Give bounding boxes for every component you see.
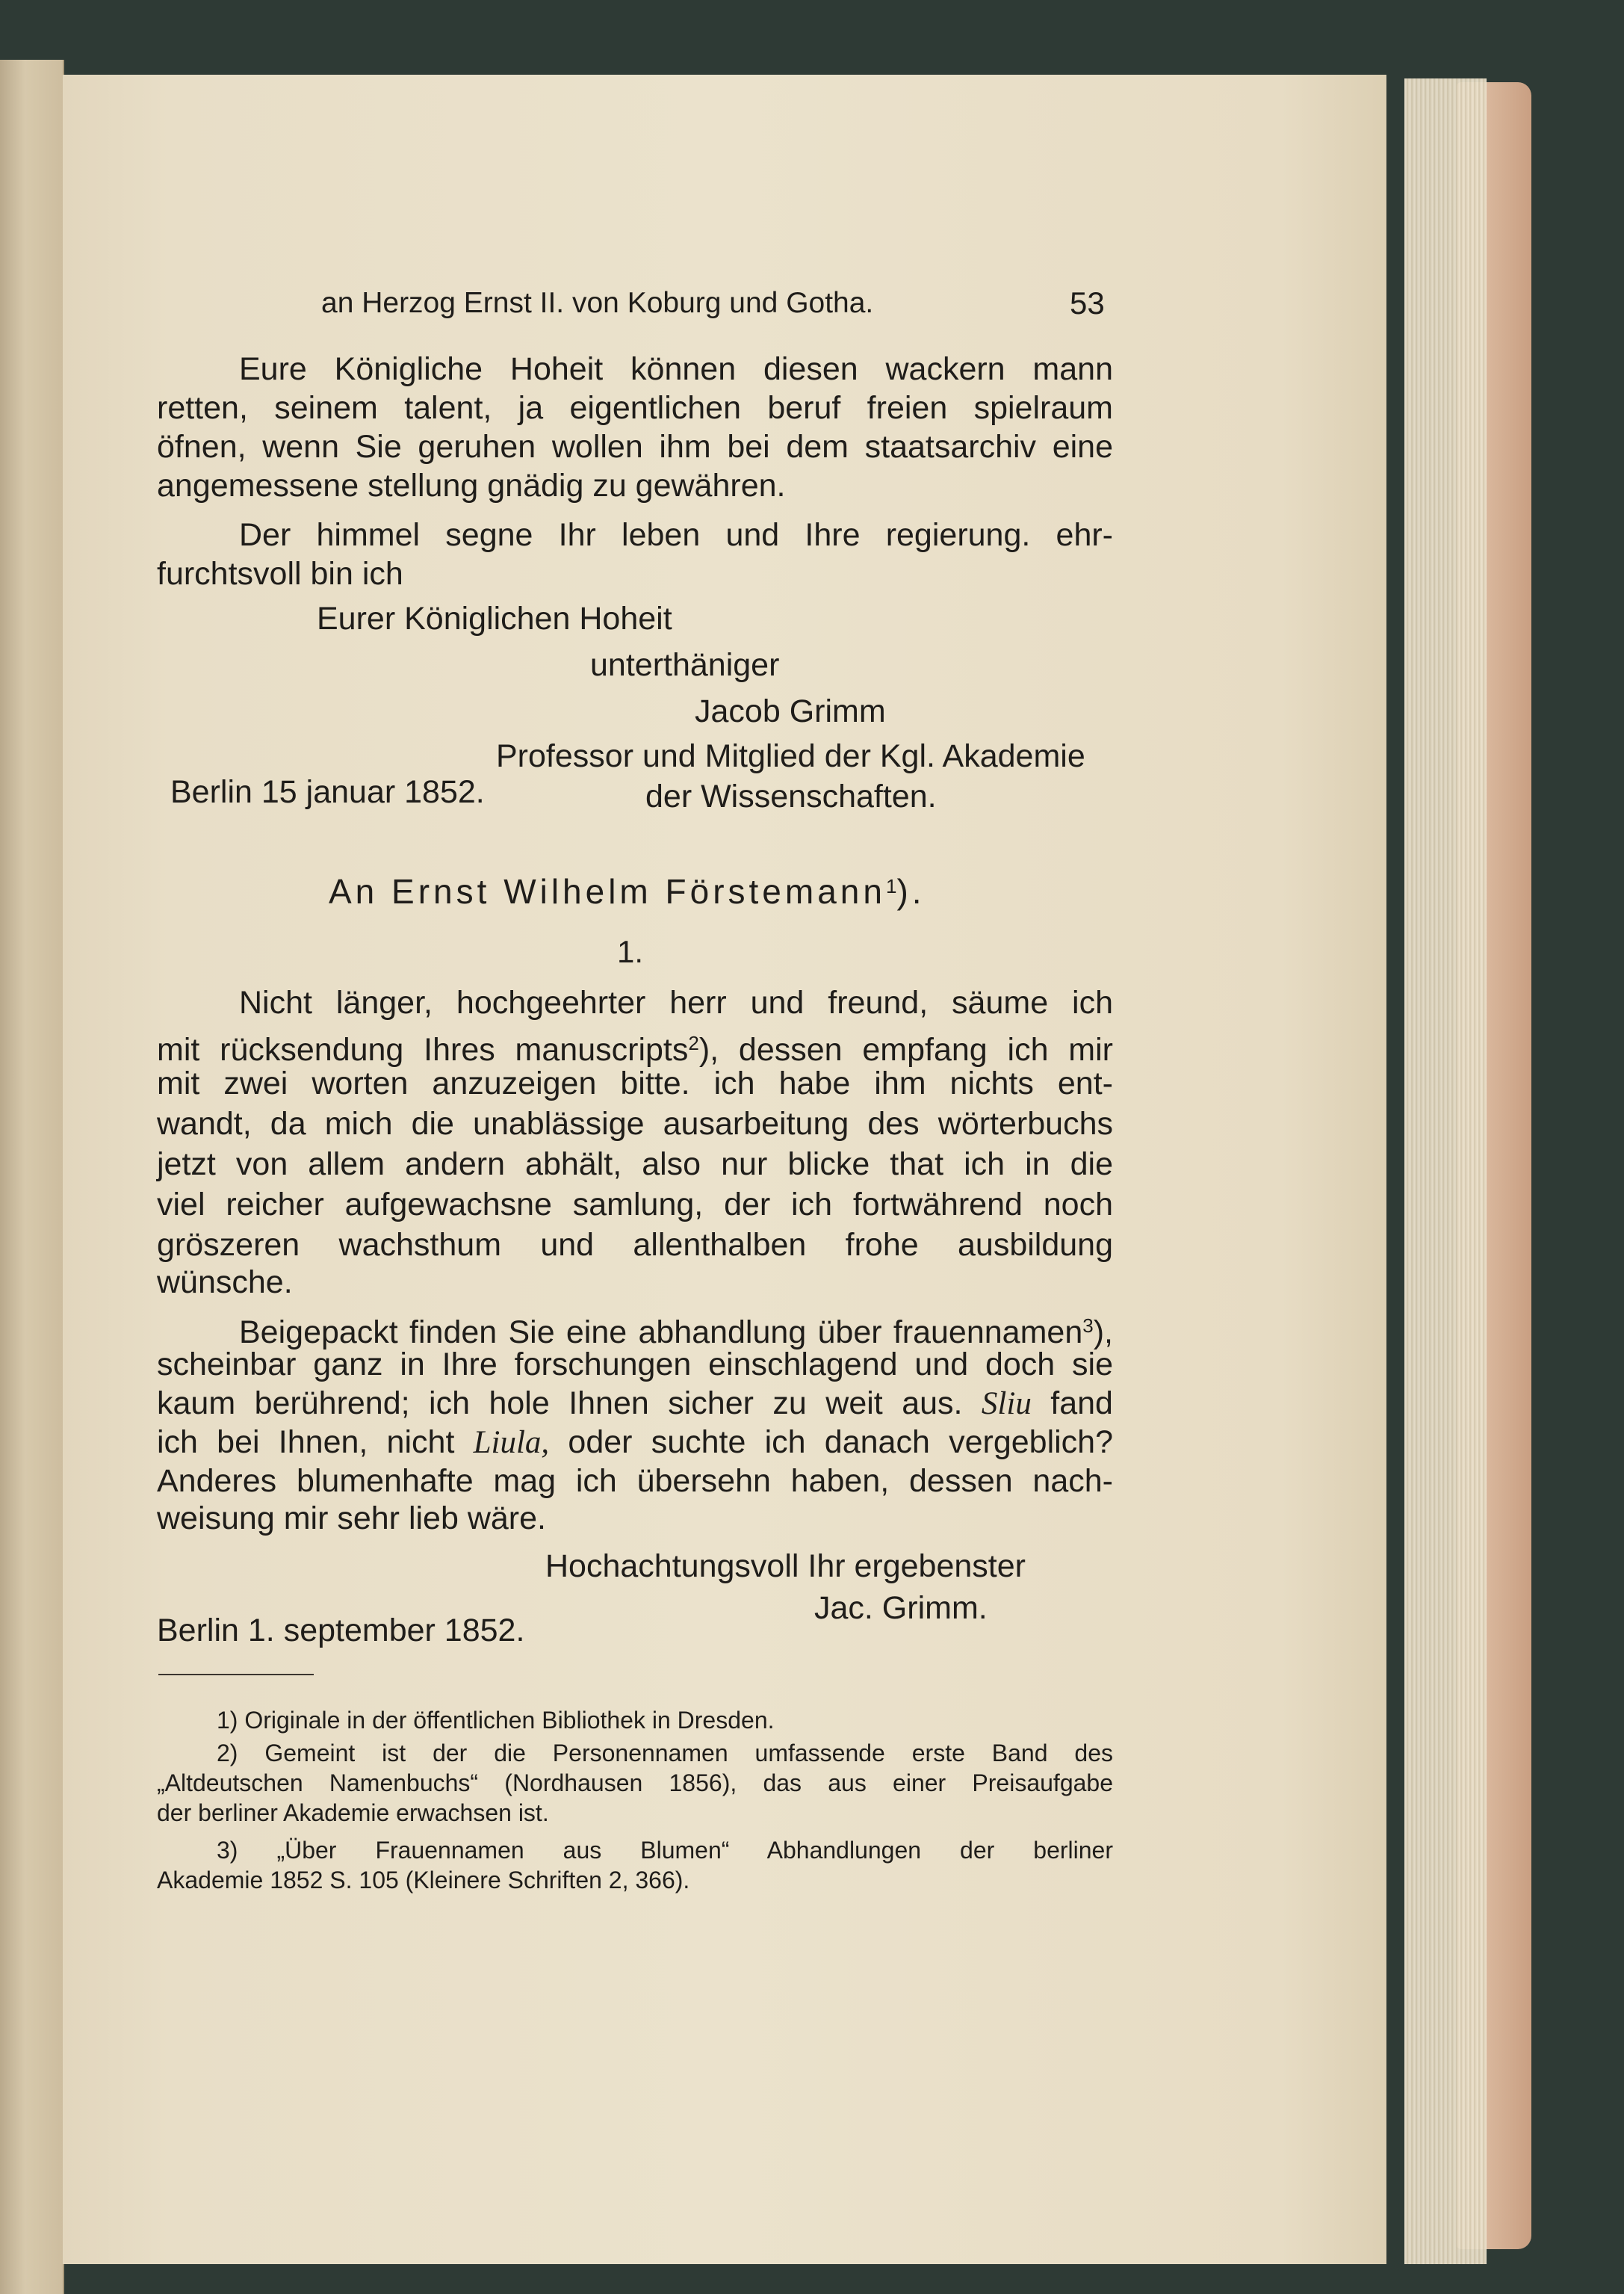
letter1-closing-1: Eurer Königlichen Hoheit [317, 601, 672, 637]
footnote-3-line-1: 3) „Über Frauennamen aus Blumen“ Abhandlungen der berliner [217, 1837, 1113, 1864]
footnote-ref-2: 2 [688, 1032, 699, 1054]
letter2-p2-line-4: ich bei Ihnen, nicht Liula, oder suchte ich danach vergeblich? [157, 1424, 1114, 1460]
section-heading: An Ernst Wilhelm Förstemann$^1$). [329, 872, 926, 911]
letter1-title-1: Professor und Mitglied der Kgl. Akademie [496, 738, 1085, 774]
footnote-3-line-2: Akademie 1852 S. 105 (Kleinere Schriften 2, 366). [157, 1867, 690, 1893]
letter2-line-4: wandt, da mich die unablässige ausarbeitung des wörterbuchs [157, 1106, 1113, 1142]
letter1-signature: Jacob Grimm [695, 693, 886, 729]
letter2-place-date: Berlin 1. september 1852. [157, 1613, 525, 1648]
footnote-2-line-1: 2) Gemeint ist der die Personennamen umfassende erste Band des [217, 1740, 1113, 1766]
page-block-edges [1404, 78, 1487, 2264]
letter2-p2-line-2: scheinbar ganz in Ihre forschungen einschlagend und doch sie [157, 1347, 1113, 1382]
letter2-line-6: viel reicher aufgewachsne samlung, der ich fortwährend noch [157, 1187, 1113, 1222]
letter2-p2-line-1: Beigepackt finden Sie eine abhandlung über frauennamen$^3$), [239, 1314, 1113, 1350]
footnote-ref-3: 3 [1082, 1314, 1094, 1337]
letter1-title-2: der Wissenschaften. [645, 779, 937, 814]
letter1-line-5: Der himmel segne Ihr leben und Ihre regierung. ehr- [239, 517, 1113, 553]
letter2-p2-line-5: Anderes blumenhafte mag ich übersehn haben, dessen nach- [157, 1463, 1113, 1499]
letter2-line-5: jetzt von allem andern abhält, also nur blicke that ich in die [157, 1146, 1113, 1182]
letter2-closing: Hochachtungsvoll Ihr ergebenster [545, 1548, 1026, 1584]
letter1-line-6: furchtsvoll bin ich [157, 556, 403, 592]
letter2-p2-line-3: kaum berührend; ich hole Ihnen sicher zu weit aus. Sliu fand [157, 1385, 1113, 1421]
footnote-2-line-2: „Altdeutschen Namenbuchs“ (Nordhausen 1856), das aus einer Preisaufgabe [157, 1769, 1113, 1796]
letter1-place-date: Berlin 15 januar 1852. [170, 774, 485, 810]
letter1-line-3: öfnen, wenn Sie geruhen wollen ihm bei dem staatsarchiv eine [157, 429, 1113, 465]
letter-number: 1. [617, 934, 644, 969]
letter1-line-4: angemessene stellung gnädig zu gewähren. [157, 468, 786, 504]
page-number: 53 [1070, 285, 1105, 321]
letter2-line-7: gröszeren wachsthum und allenthalben frohe ausbildung [157, 1227, 1113, 1263]
italic-liula: Liula, [473, 1425, 550, 1460]
letter2-line-2: mit rücksendung Ihres manuscripts$^2$), dessen empfang ich mir [157, 1032, 1113, 1068]
letter2-signature: Jac. Grimm. [814, 1590, 988, 1626]
footnote-2-line-3: der berliner Akademie erwachsen ist. [157, 1799, 549, 1826]
letter2-p2-line-6: weisung mir sehr lieb wäre. [157, 1500, 546, 1536]
letter2-line-3: mit zwei worten anzuzeigen bitte. ich habe ihm nichts ent- [157, 1066, 1113, 1101]
italic-sliu: Sliu [981, 1386, 1032, 1421]
footnote-1: 1) Originale in der öffentlichen Bibliothek in Dresden. [217, 1707, 775, 1734]
letter1-line-2: retten, seinem talent, ja eigentlichen beruf freien spielraum [157, 390, 1113, 426]
letter2-line-8: wünsche. [157, 1264, 293, 1300]
footnote-ref-1: 1 [885, 875, 897, 897]
footnote-rule [158, 1674, 314, 1675]
letter1-closing-2: unterthäniger [590, 647, 780, 683]
running-head: an Herzog Ernst II. von Koburg und Gotha. [321, 287, 874, 319]
letter2-line-1: Nicht länger, hochgeehrter herr und freund, säume ich [239, 985, 1113, 1021]
facing-page-edge [0, 60, 64, 2294]
letter1-line-1: Eure Königliche Hoheit können diesen wackern mann [239, 351, 1113, 387]
